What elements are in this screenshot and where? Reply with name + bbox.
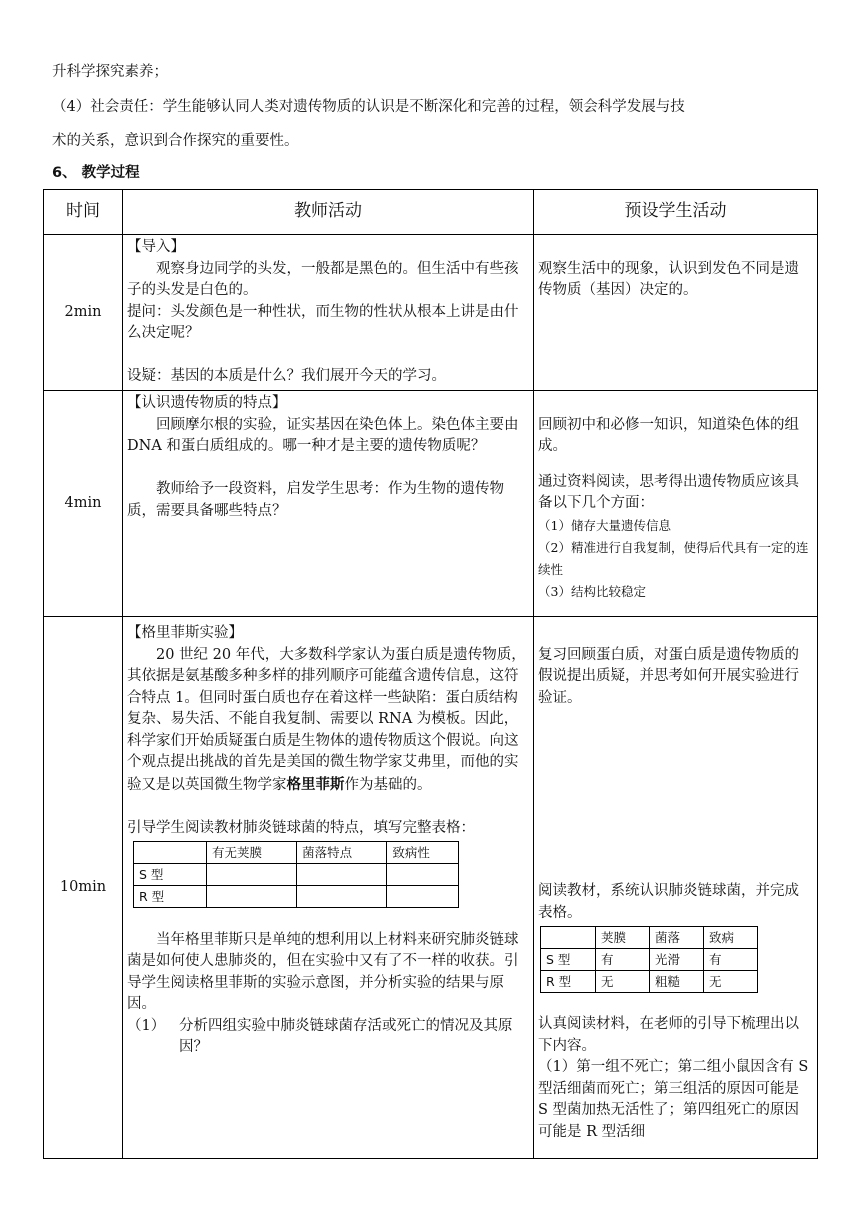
table-row (134, 886, 459, 908)
table-cell: R 型 (541, 971, 596, 993)
intro-line-3: 术的关系，意识到合作探究的重要性。 (52, 133, 299, 149)
table-row (44, 235, 818, 391)
table-cell: 有无荚膜 (207, 842, 297, 864)
bacteria-blank-table (133, 841, 459, 908)
table-row (134, 842, 459, 864)
bacteria-answer-table (540, 926, 758, 993)
table-row (541, 927, 758, 949)
table-cell: 无 (596, 971, 650, 993)
list-item: （2）精准进行自我复制，使得后代具有一定的连续性 (538, 539, 809, 577)
paragraph: 观察身边同学的头发，一般都是黑色的。但生活中有些孩子的头发是白色的。 (127, 260, 519, 298)
header-teacher: 教师活动 (123, 190, 534, 235)
student-activity-cell (534, 235, 818, 391)
table-cell: 菌落特点 (297, 842, 387, 864)
table-row (134, 864, 459, 886)
question-number: （1） (127, 1017, 166, 1034)
table-cell: 致病性 (387, 842, 459, 864)
table-cell (207, 864, 297, 886)
section-title: 【导入】 (127, 239, 185, 255)
question-text: 分析四组实验中肺炎链球菌存活或死亡的情况及其原因？ (179, 1017, 513, 1055)
table-header-row (44, 190, 818, 235)
section-title: 【格里菲斯实验】 (127, 625, 243, 641)
paragraph: 引导学生阅读教材肺炎链球菌的特点，填写完整表格： (127, 819, 475, 836)
table-cell: R 型 (134, 886, 207, 908)
time-cell: 2min (44, 235, 123, 391)
paragraph: 回顾摩尔根的实验，证实基因在染色体上。染色体主要由 DNA 和蛋白质组成的。哪一种才是主要的遗传物质呢？ (127, 416, 519, 454)
table-cell: 菌落 (650, 927, 704, 949)
paragraph: 回顾初中和必修一知识，知道染色体的组成。 (538, 416, 799, 454)
paragraph: 阅读教材，系统认识肺炎链球菌，并完成表格。 (538, 883, 799, 921)
table-cell: 致病 (704, 927, 758, 949)
student-activity-cell (534, 391, 818, 617)
paragraph: （1）第一组不死亡；第二组小鼠因含有 S 型活细菌而死亡；第三组活的原因可能是 S 型菌加热无活性了；第四组死亡的原因可能是 R 型活细 (538, 1059, 809, 1140)
list-item: （1）储存大量遗传信息 (538, 517, 671, 533)
student-activity-cell (534, 617, 818, 1159)
table-cell (297, 864, 387, 886)
section-title: 【认识遗传物质的特点】 (127, 395, 287, 411)
intro-line-1: 升科学探究素养； (52, 64, 168, 80)
table-row (44, 391, 818, 617)
table-cell (297, 886, 387, 908)
paragraph: 复习回顾蛋白质，对蛋白质是遗传物质的假说提出质疑，并思考如何开展实验进行验证。 (538, 646, 799, 706)
paragraph: 当年格里菲斯只是单纯的想利用以上材料来研究肺炎链球菌是如何使人患肺炎的，但在实验中又有了不一样的收获。引导学生阅读格里菲斯的实验示意图，并分析实验的结果与原因。 (127, 931, 519, 1012)
time-cell: 10min (44, 617, 123, 1159)
table-cell (541, 927, 596, 949)
table-cell: 无 (704, 971, 758, 993)
time-cell: 4min (44, 391, 123, 617)
section-heading: 6、 教学过程 (52, 165, 140, 181)
table-cell (207, 886, 297, 908)
table-cell (134, 842, 207, 864)
list-item: （3）结构比较稳定 (538, 583, 646, 599)
table-row (44, 617, 818, 1159)
table-cell: S 型 (134, 864, 207, 886)
header-student: 预设学生活动 (534, 190, 818, 235)
teacher-activity-cell (123, 235, 534, 391)
table-cell: 有 (596, 949, 650, 971)
teacher-activity-cell (123, 617, 534, 1159)
table-cell (387, 886, 459, 908)
teaching-process-table (43, 189, 818, 1159)
table-cell: 光滑 (650, 949, 704, 971)
intro-line-2: （4）社会责任：学生能够认同人类对遗传物质的认识是不断深化和完善的过程，领会科学发展与技 (52, 99, 685, 115)
teacher-activity-cell (123, 391, 534, 617)
griffith-name: 格里菲斯 (286, 775, 345, 793)
table-cell: 粗糙 (650, 971, 704, 993)
paragraph: 教师给予一段资料，启发学生思考：作为生物的遗传物质，需要具备哪些特点？ (127, 481, 504, 519)
table-cell: 有 (704, 949, 758, 971)
table-cell (387, 864, 459, 886)
table-cell: S 型 (541, 949, 596, 971)
header-time: 时间 (44, 190, 123, 235)
question-item (127, 1016, 529, 1059)
paragraph: 提问：头发颜色是一种性状，而生物的性状从根本上讲是由什么决定呢？ (127, 303, 519, 341)
paragraph: 观察生活中的现象，认识到发色不同是遗传物质（基因）决定的。 (538, 260, 799, 298)
table-row (541, 949, 758, 971)
table-row (541, 971, 758, 993)
paragraph: 设疑：基因的本质是什么？我们展开今天的学习。 (127, 368, 446, 384)
paragraph: 通过资料阅读，思考得出遗传物质应该具备以下几个方面： (538, 473, 799, 511)
paragraph: 认真阅读材料，在老师的引导下梳理出以下内容。 (538, 1016, 799, 1054)
table-cell: 荚膜 (596, 927, 650, 949)
paragraph: 20 世纪 20 年代，大多数科学家认为蛋白质是遗传物质，其依据是氨基酸多种多样的排列顺序可能蕴含遗传信息，这符合特点 1。但同时蛋白质也存在着这样一些缺陷：蛋白质结构复杂、易失活、不能自我复制、需要以 RNA 为模板。因此，科学家们开始质疑蛋白质是生物体的遗传物质这个假说。向这个观点提出挑战的首先是美国的微生物学家艾弗里，而他的实验又是以英国微生物学家格里菲斯作为基础的。 (127, 646, 526, 793)
